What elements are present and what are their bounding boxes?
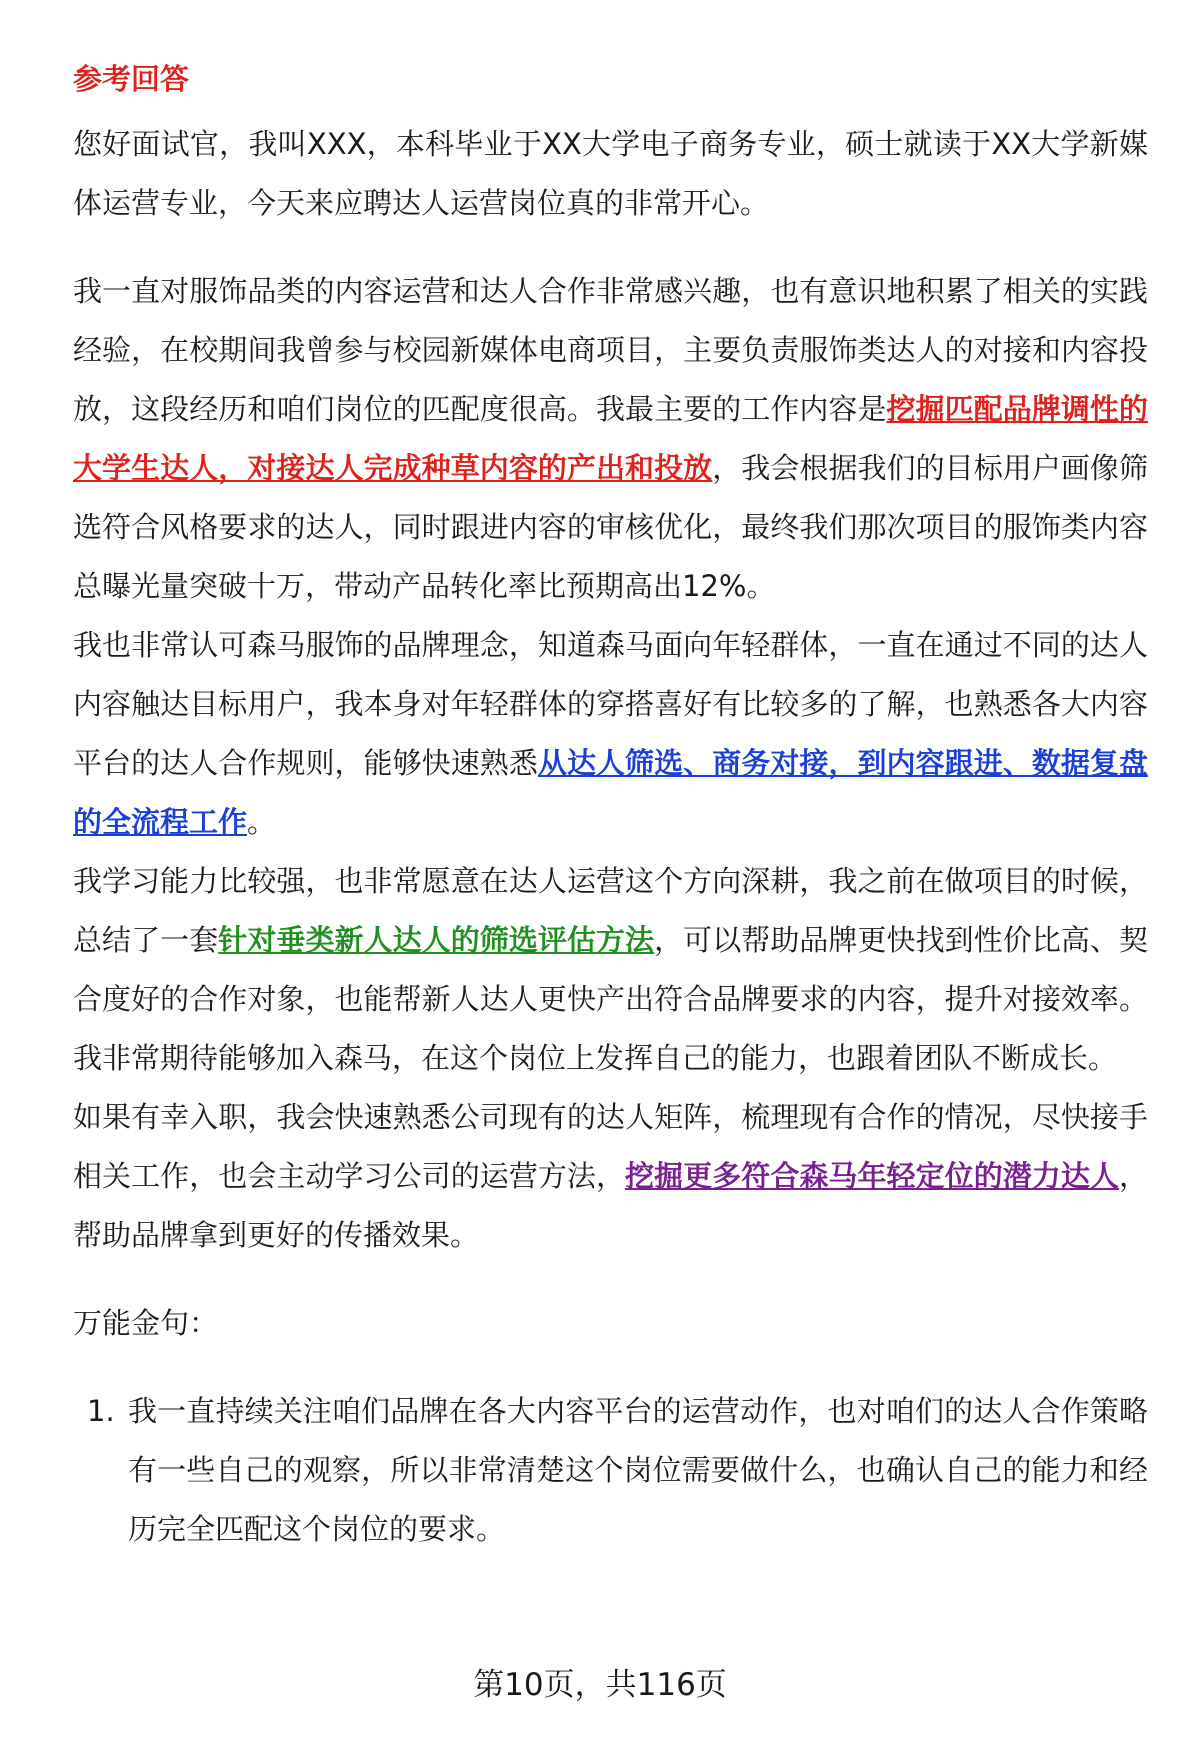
intro-paragraph: 您好面试官，我叫XXX，本科毕业于XX大学电子商务专业，硕士就读于XX大学新媒体运营专业，今天来应聘达人运营岗位真的非常开心。 [73, 127, 1148, 220]
brand-highlight: 从达人筛选、商务对接，到内容跟进、数据复盘的全流程工作 [73, 746, 1148, 839]
paragraph-gap [73, 1265, 1148, 1294]
page-number-footer: 第10页，共116页 [473, 1667, 727, 1703]
plan-text-end: ，帮助品牌拿到更好的传播效果。 [73, 1159, 1148, 1252]
learning-text-end: ，可以帮助品牌更快找到性价比高、契合度好的合作对象，也能帮新人达人更快产出符合品牌要求的内容，提升对接效率。我非常期待能够加入森马，在这个岗位上发挥自己的能力，也跟着团队不断成长。 [73, 923, 1148, 1075]
experience-text-end: ，我会根据我们的目标用户画像筛选符合风格要求的达人，同时跟进内容的审核优化，最终我们那次项目的服饰类内容总曝光量突破十万，带动产品转化率比预期高出12%。 [73, 451, 1148, 603]
plan-highlight: 挖掘更多符合森马年轻定位的潜力达人 [625, 1159, 1119, 1193]
learning-text-start: 我学习能力比较强，也非常愿意在达人运营这个方向深耕，我之前在做项目的时候，总结了一套 [73, 864, 1148, 957]
brand-paragraph [73, 616, 1148, 852]
brand-text-start: 我也非常认可森马服饰的品牌理念，知道森马面向年轻群体，一直在通过不同的达人内容触达目标用户，我本身对年轻群体的穿搭喜好有比较多的了解，也熟悉各大内容平台的达人合作规则，能够快速熟悉 [73, 628, 1148, 780]
experience-highlight: 挖掘匹配品牌调性的大学生达人，对接达人完成种草内容的产出和投放 [73, 392, 1148, 485]
document-body [73, 55, 1148, 1559]
golden-sentences-label: 万能金句： [73, 1306, 219, 1340]
learning-highlight: 针对垂类新人达人的筛选评估方法 [218, 923, 655, 957]
list-item [73, 1382, 1148, 1559]
learning-paragraph [73, 852, 1148, 1088]
experience-text-start: 我一直对服饰品类的内容运营和达人合作非常感兴趣，也有意识地积累了相关的实践经验，在校期间我曾参与校园新媒体电商项目，主要负责服饰类达人的对接和内容投放，这段经历和咱们岗位的匹配度很高。我最主要的工作内容是 [73, 274, 1148, 426]
plan-paragraph [73, 1088, 1148, 1265]
paragraph-gap [73, 1353, 1148, 1382]
paragraph-gap [73, 233, 1148, 262]
list-item-text: 我一直持续关注咱们品牌在各大内容平台的运营动作，也对咱们的达人合作策略有一些自己的观察，所以非常清楚这个岗位需要做什么，也确认自己的能力和经历完全匹配这个岗位的要求。 [128, 1394, 1148, 1546]
brand-text-end: 。 [247, 805, 277, 839]
plan-text-start: 如果有幸入职，我会快速熟悉公司现有的达人矩阵，梳理现有合作的情况，尽快接手相关工作，也会主动学习公司的运营方法， [73, 1100, 1148, 1193]
list-item-number: 1. [87, 1394, 115, 1428]
section-heading: 参考回答 [73, 62, 190, 96]
experience-paragraph [73, 262, 1148, 616]
golden-sentences-list [73, 1382, 1148, 1559]
